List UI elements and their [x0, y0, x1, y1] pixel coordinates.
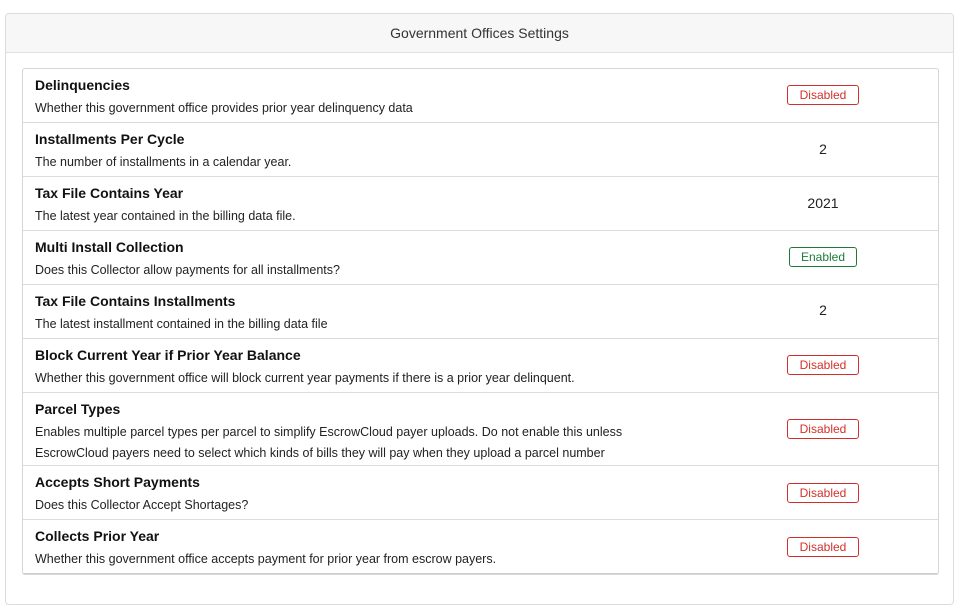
setting-row-multi-install-collection: [23, 231, 938, 285]
setting-description: Does this Collector allow payments for all installments?: [35, 263, 340, 277]
status-badge-disabled[interactable]: Disabled: [787, 483, 859, 503]
setting-description: Whether this government office will block current year payments if there is a prior year delinquent.: [35, 371, 575, 385]
setting-description: Whether this government office accepts payment for prior year from escrow payers.: [35, 552, 497, 566]
setting-description: Does this Collector Accept Shortages?: [35, 498, 249, 512]
setting-title: Multi Install Collection: [35, 239, 184, 255]
setting-title: Accepts Short Payments: [35, 474, 200, 490]
setting-title: Tax File Contains Year: [35, 185, 184, 201]
status-badge-disabled[interactable]: Disabled: [787, 419, 859, 439]
setting-description: Whether this government office provides prior year delinquency data: [35, 101, 413, 115]
setting-title: Tax File Contains Installments: [35, 293, 236, 309]
settings-list: [22, 68, 939, 575]
status-badge-disabled[interactable]: Disabled: [787, 537, 859, 557]
settings-card: [5, 13, 954, 605]
setting-title: Delinquencies: [35, 77, 130, 93]
setting-row-collects-prior-year: [23, 520, 938, 574]
setting-row-delinquencies: [23, 69, 938, 123]
setting-row-parcel-types: [23, 393, 938, 466]
setting-row-accepts-short-payments: [23, 466, 938, 520]
setting-row-tax-file-contains-year: [23, 177, 938, 231]
status-badge-disabled[interactable]: Disabled: [787, 85, 859, 105]
setting-value: 2021: [807, 195, 839, 211]
card-header: [6, 14, 953, 53]
status-badge-enabled[interactable]: Enabled: [789, 247, 857, 267]
setting-row-installments-per-cycle: [23, 123, 938, 177]
card-title: Government Offices Settings: [390, 25, 569, 41]
setting-title: Block Current Year if Prior Year Balance: [35, 347, 301, 363]
status-badge-disabled[interactable]: Disabled: [787, 355, 859, 375]
setting-description: The number of installments in a calendar year.: [35, 155, 292, 169]
setting-description: The latest installment contained in the billing data file: [35, 317, 328, 331]
setting-row-tax-file-contains-installments: [23, 285, 938, 339]
setting-title: Collects Prior Year: [35, 528, 160, 544]
setting-description: The latest year contained in the billing data file.: [35, 209, 296, 223]
setting-title: Installments Per Cycle: [35, 131, 185, 147]
setting-description: Enables multiple parcel types per parcel to simplify EscrowCloud payer uploads. Do not enable this unless EscrowCloud payers need to select which kinds of bills they will pay when they upload a parcel number: [35, 425, 623, 460]
setting-value: 2: [819, 141, 827, 157]
setting-row-block-current-year: [23, 339, 938, 393]
setting-value: 2: [819, 302, 827, 318]
setting-title: Parcel Types: [35, 401, 121, 417]
